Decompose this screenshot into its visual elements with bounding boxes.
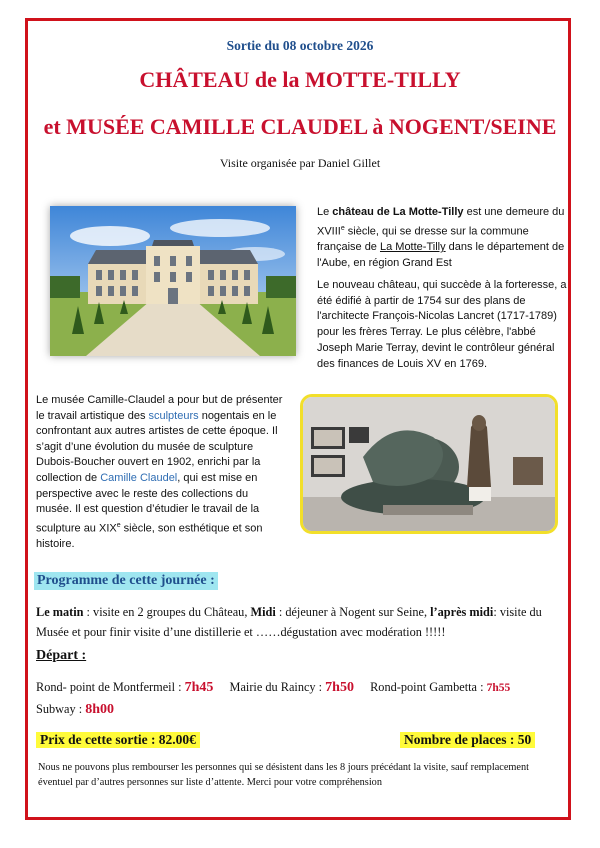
stop-time: 7h45 [184,680,214,695]
chateau-description [317,205,569,379]
depart-stops [36,680,510,696]
title-musee: et MUSÉE CAMILLE CLAUDEL à NOGENT/SEINE [43,114,557,139]
subway-time: 8h00 [85,702,114,717]
matin-label: Le matin [36,605,84,619]
chateau-paragraph-2: Le nouveau château, qui succède à la forteresse, a été édifié à partir de 1754 sur des plans de l'architecte François-Nicolas Lancret (1717-1789) pour les frères Terray. Le plus célèbre, l'abbé Joseph Marie Terray, devint le contrôleur général des finances de Louis XV en 1769. [317,278,567,370]
midi-label: Midi [250,605,276,619]
camille-claudel-link[interactable]: Camille Claudel [100,471,178,484]
chateau-photo [50,206,296,356]
chateau-paragraph-1: Le château de La Motte-Tilly est une demeure du XVIIIe siècle, qui se dresse sur la commune française de La Motte-Tilly dans le département de l'Aube, en région Grand Est [317,206,565,270]
stop-label: Mairie du Raincy : [229,680,326,694]
date-line: Sortie du 08 octobre 2026 [226,38,374,53]
musee-description: Le musée Camille-Claudel a pour but de présenter le travail artistique des sculpteurs nogentais en le confrontant aux autres artistes de cette époque. Il s’agit d’une évolution du musée de sculpture Dubois-Boucher ouvert en 1902, enrichi par la collection de Camille Claudel, qui est mise en perspective avec le reste des collections du musée. Il est question d’étudier le travail de la sculpture au XIXe siècle, son esthétique et son histoire. [36,394,283,550]
subway-label: Subway : [36,702,86,716]
stop-label: Rond-point Gambetta : [370,680,487,694]
title-chateau: CHÂTEAU de la MOTTE-TILLY [139,67,461,92]
stop-label: Rond- point de Montfermeil : [36,680,185,694]
sculpteurs-link[interactable]: sculpteurs [148,409,199,422]
price-badge: Prix de cette sortie : 82.00€ [36,732,200,748]
places-badge: Nombre de places : 50 [400,732,535,748]
refund-note: Nous ne pouvons plus rembourser les personnes qui se désistent dans les 8 jours précédant la visite, sauf remplacement éventuel par d’autres personnes sur liste d’attente. Merci pour votre compréhension [38,762,529,788]
programme-details: Le matin : visite en 2 groupes du Château, Midi : déjeuner à Nogent sur Seine, l’après midi: visite du Musée et pour finir visite d’une distillerie et ……dégustation avec modération !!!!! [36,605,542,639]
apres-midi-label: l’après midi [430,605,494,619]
programme-heading: Programme de cette journée : [34,572,218,590]
stop-time: 7h50 [325,680,354,695]
stop-time: 7h55 [486,682,511,694]
la-motte-tilly-link[interactable]: La Motte-Tilly [379,241,446,254]
depart-heading: Départ : [36,648,87,663]
organizer-line: Visite organisée par Daniel Gillet [219,156,381,170]
musee-photo [300,394,558,534]
subway-line [36,702,114,718]
chateau-name: château de La Motte-Tilly [332,206,464,218]
